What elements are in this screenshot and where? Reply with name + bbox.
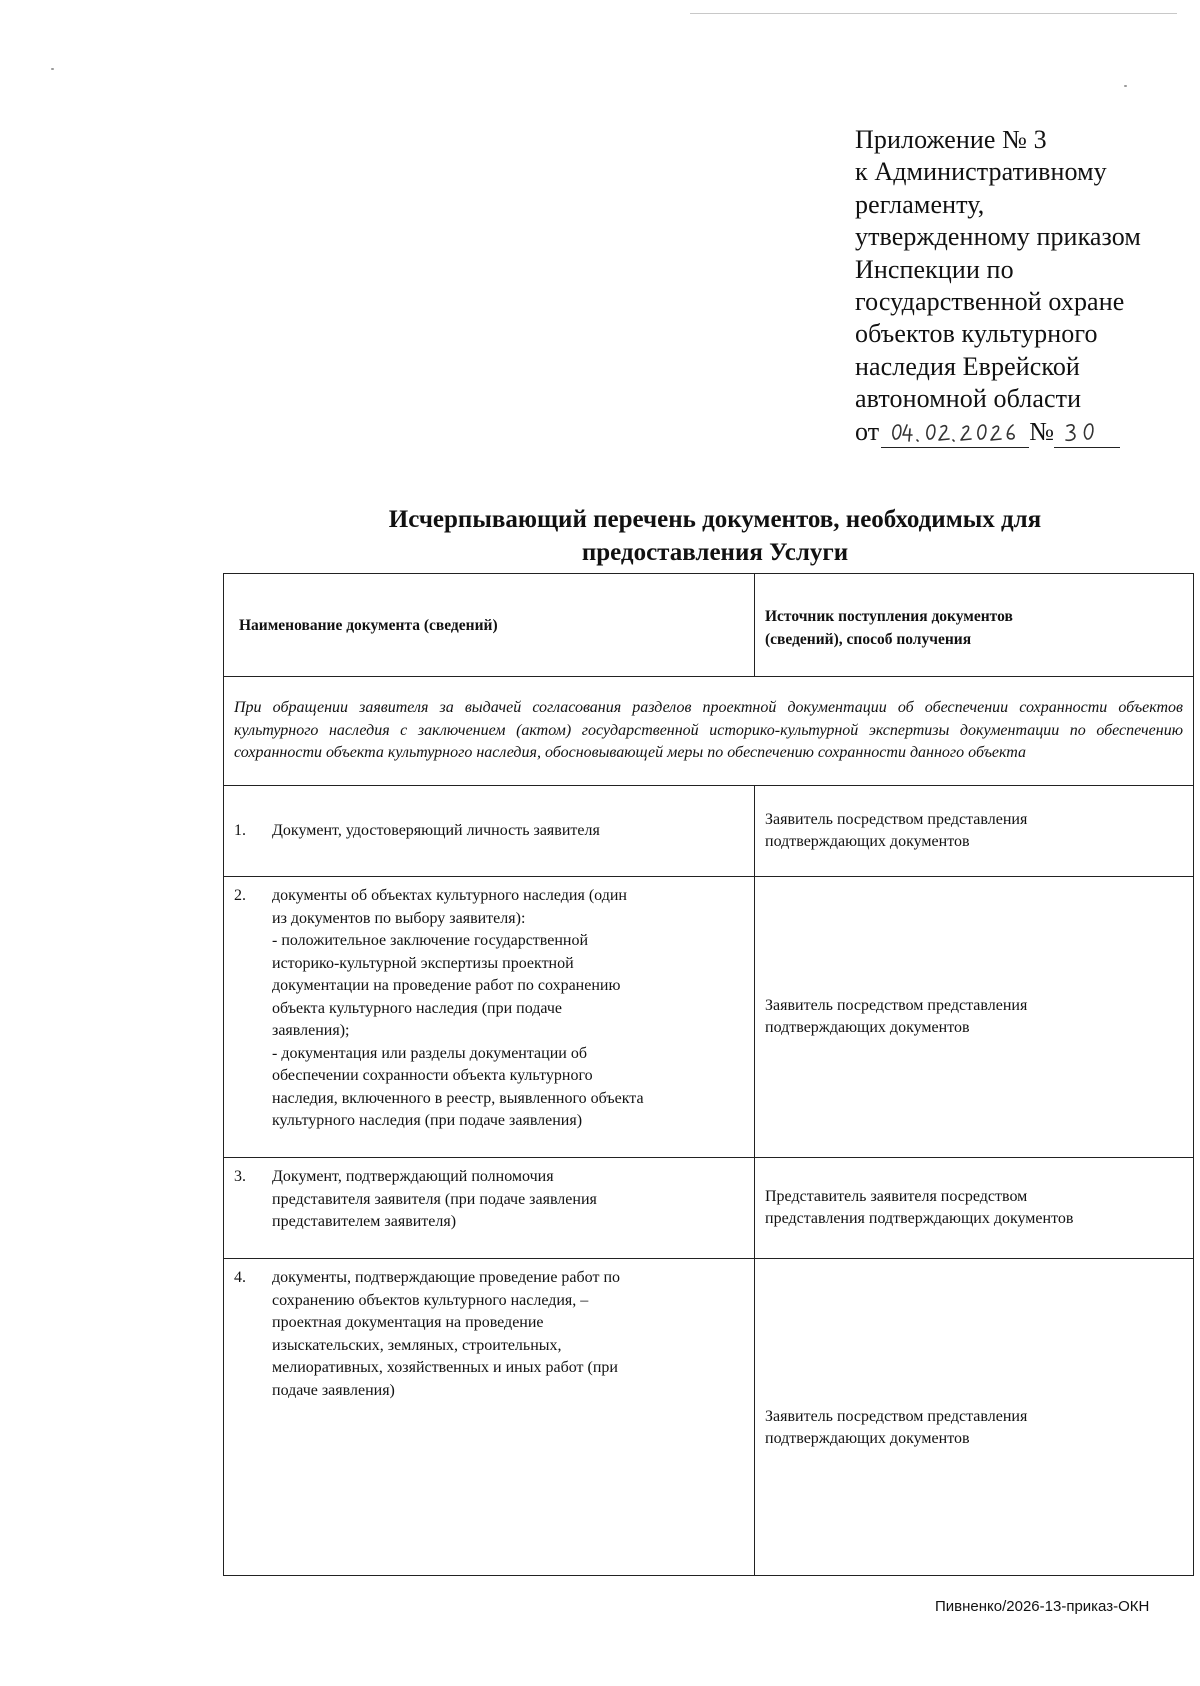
document-source-line: Заявитель посредством представления <box>765 810 1028 828</box>
scan-artifact-dot <box>1124 85 1127 87</box>
document-name-line: документы, подтверждающие проведение работ по <box>272 1269 621 1286</box>
appendix-line: утвержденному приказом <box>855 222 1141 252</box>
document-source-cell <box>755 1259 1194 1576</box>
document-source-cell <box>755 1158 1194 1259</box>
appendix-line: к Административному <box>855 157 1107 187</box>
document-name-line: - документация или разделы документации об <box>272 1044 587 1062</box>
documents-table <box>223 573 1194 1576</box>
appendix-line: наследия Еврейской <box>855 351 1080 381</box>
handwritten-number <box>1054 417 1120 447</box>
document-name-line: историко-культурной экспертизы проектной <box>272 954 574 972</box>
document-source-line: представления подтверждающих документов <box>765 1210 1074 1227</box>
appendix-line: Инспекции по <box>855 254 1014 284</box>
document-name-cell <box>224 786 755 877</box>
document-name-line: изыскательских, земляных, строительных, <box>272 1336 562 1354</box>
row-number: 1. <box>234 821 246 839</box>
document-name-line: наследия, включенного в реестр, выявленного объекта <box>272 1089 644 1107</box>
header-document-source <box>755 574 1194 677</box>
handwritten-date-field <box>881 417 1029 448</box>
document-name-line: Документ, подтверждающий полномочия <box>272 1168 554 1185</box>
table-row <box>224 786 1194 877</box>
document-name-line: подаче заявления) <box>272 1381 395 1399</box>
appendix-line: автономной области <box>855 384 1082 414</box>
date-prefix: от <box>855 416 880 446</box>
row-number: 2. <box>234 887 246 904</box>
appendix-block <box>855 124 1185 448</box>
scan-artifact-line <box>690 13 1177 14</box>
document-name-line: заявления); <box>272 1022 350 1039</box>
document-title-line: Исчерпывающий перечень документов, необходимых для <box>388 506 1042 533</box>
document-name-line: представителя заявителя (при подаче заявления <box>272 1190 597 1208</box>
document-name-line: документы об объектах культурного наследия (один <box>272 887 627 904</box>
document-source-cell <box>755 877 1194 1158</box>
document-source-line: Заявитель посредством представления <box>765 1407 1028 1425</box>
row-number: 3. <box>234 1168 246 1185</box>
document-name-line: документации на проведение работ по сохранению <box>272 977 621 994</box>
appendix-line: государственной охране <box>855 287 1125 317</box>
header-document-name: Наименование документа (сведений) <box>224 574 755 677</box>
document-name-line: культурного наследия (при подаче заявления) <box>272 1112 583 1129</box>
number-prefix: № <box>1029 416 1055 446</box>
document-title-line: предоставления Услуги <box>581 538 849 566</box>
document-name-line: из документов по выбору заявителя): <box>272 909 526 927</box>
section-row <box>224 677 1194 786</box>
document-name-cell <box>224 1259 755 1576</box>
handwritten-number-field <box>1054 417 1120 448</box>
document-name-line: Документ, удостоверяющий личность заявителя <box>272 821 600 839</box>
row-number: 4. <box>234 1269 246 1286</box>
document-source-line: Представитель заявителя посредством <box>765 1187 1028 1205</box>
section-description: При обращении заявителя за выдачей согласования разделов проектной документации об обеспечении сохранности объектов культурного наследия с заключением (актом) государственной историко-культурной экспертизы документации по обеспечению сохранности объекта культурного наследия, обосновывающей меры по обеспечению сохранности данного объекта <box>224 677 1194 786</box>
document-source-line: подтверждающих документов <box>765 1430 970 1447</box>
document-source-line: Заявитель посредством представления <box>765 996 1028 1014</box>
table-row <box>224 1158 1194 1259</box>
handwritten-date <box>881 417 1029 447</box>
scan-artifact-dot <box>51 68 54 70</box>
document-name-line: мелиоративных, хозяйственных и иных работ (при <box>272 1359 618 1376</box>
header-source-line: (сведений), способ получения <box>765 631 972 648</box>
document-name-line: обеспечении сохранности объекта культурного <box>272 1067 593 1084</box>
document-name-line: проектная документация на проведение <box>272 1314 544 1331</box>
document-footer-code: Пивненко/2026-13-приказ-ОКН <box>935 1598 1150 1615</box>
document-name-cell <box>224 877 755 1158</box>
document-name-cell <box>224 1158 755 1259</box>
table-row <box>224 877 1194 1158</box>
document-name-line: объекта культурного наследия (при подаче <box>272 999 562 1017</box>
document-source-cell <box>755 786 1194 877</box>
document-name-line: представителем заявителя) <box>272 1213 457 1230</box>
appendix-line: регламенту, <box>855 189 985 219</box>
document-name-line: - положительное заключение государственной <box>272 932 589 949</box>
table-row <box>224 1259 1194 1576</box>
document-name-line: сохранению объектов культурного наследия, – <box>272 1291 589 1309</box>
appendix-line: Приложение № 3 <box>855 125 1047 154</box>
document-title <box>300 504 1130 569</box>
document-source-line: подтверждающих документов <box>765 833 970 850</box>
table-header-row <box>224 574 1194 677</box>
document-source-line: подтверждающих документов <box>765 1019 970 1036</box>
header-source-line: Источник поступления документов <box>765 608 1013 625</box>
appendix-line: объектов культурного <box>855 319 1098 349</box>
order-date-number-line <box>855 416 1185 448</box>
